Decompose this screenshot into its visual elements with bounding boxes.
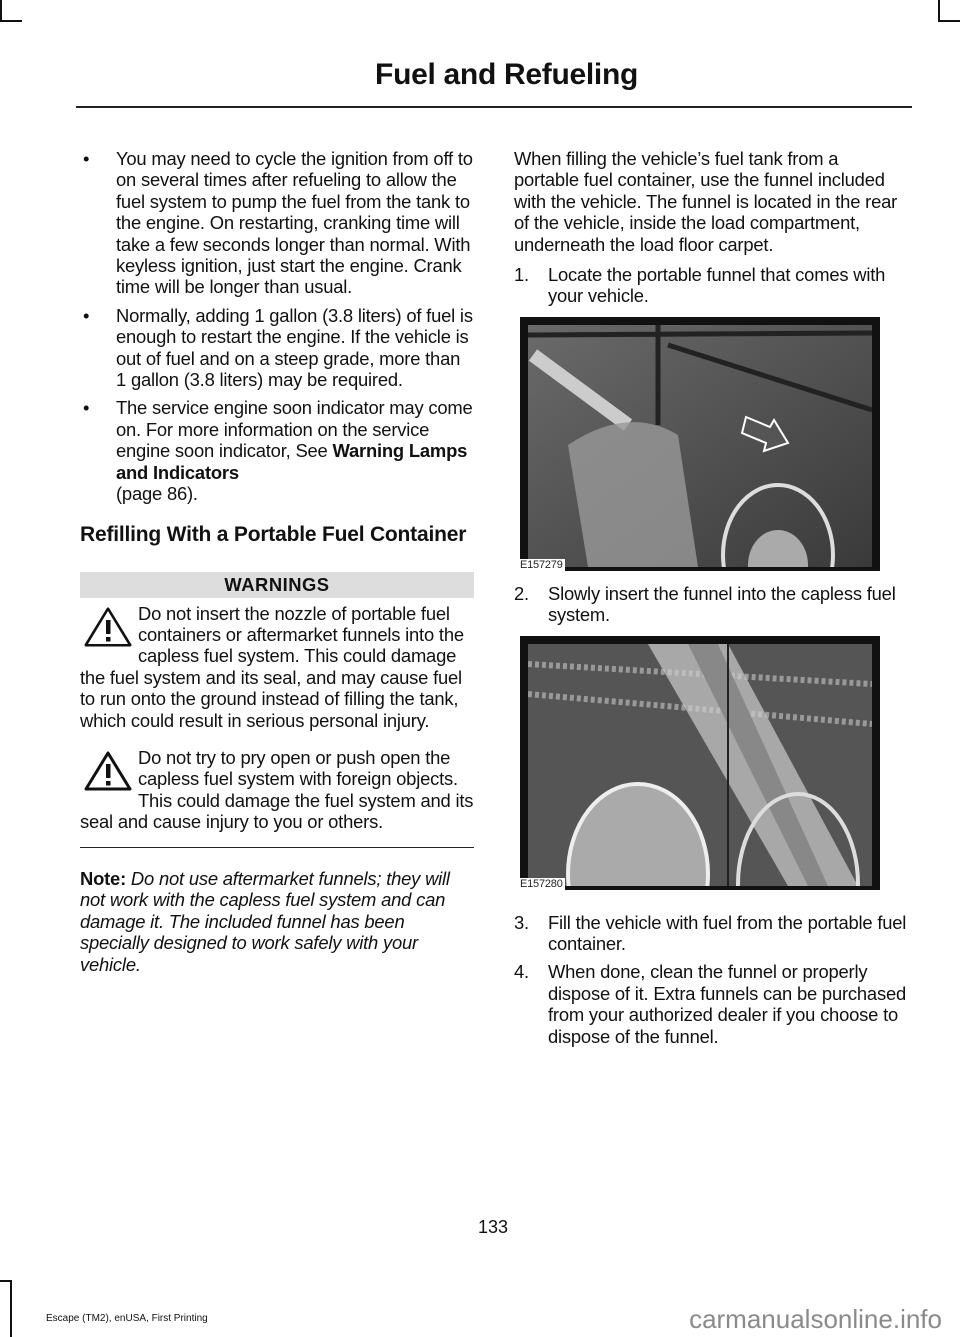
warning-triangle-icon	[82, 605, 134, 651]
crop-mark	[938, 0, 940, 22]
warning-item: Do not try to pry open or push open the capless fuel system with foreign objects. This could damage the fuel system and its seal and cause injury to you or others.	[80, 746, 474, 833]
step-item: 2. Slowly insert the funnel into the capless fuel system.	[514, 582, 896, 626]
funnel-location-illustration	[528, 325, 872, 567]
figure-id: E157280	[520, 877, 563, 890]
crop-mark	[938, 20, 960, 22]
bullet-item: • Normally, adding 1 gallon (3.8 liters) of fuel is enough to restart the engine. If the vehicle is out of fuel and on a steep grade, more than 1 gallon (3.8 liters) may be required.	[83, 304, 473, 391]
warning-item: Do not insert the nozzle of portable fuel containers or aftermarket funnels into the capless fuel system. This could damage the fuel system and its seal, and may cause fuel to run onto the ground instead of filling the tank, which could result in serious personal injury.	[80, 602, 464, 731]
warning-triangle-icon	[82, 749, 134, 795]
right-column	[514, 148, 908, 1054]
bullet-item: • The service engine soon indicator may come on. For more information on the service engine soon indicator, See Warning Lamps and Indicators (page 86).	[83, 397, 473, 505]
left-column	[80, 148, 474, 984]
warnings-header: WARNINGS	[80, 572, 474, 598]
crop-mark	[0, 1280, 12, 1282]
crop-mark	[10, 1280, 12, 1337]
funnel-insert-illustration	[528, 644, 872, 886]
crop-mark	[0, 0, 2, 22]
warnings-divider	[80, 847, 474, 849]
edition-footer: Escape (TM2), enUSA, First Printing	[46, 1313, 208, 1324]
watermark: carmanualsonline.info	[689, 1304, 942, 1334]
step-item: 4. When done, clean the funnel or properly dispose of it. Extra funnels can be purchased from your authorized dealer if you choose to dispose of the funnel.	[514, 961, 907, 1047]
crop-mark	[0, 20, 22, 22]
section-heading: Refilling With a Portable Fuel Container	[80, 522, 467, 546]
step-item: 3. Fill the vehicle with fuel from the portable fuel container.	[514, 911, 907, 955]
bullet-item: • You may need to cycle the ignition from off to on several times after refueling to allow the fuel system to pump the fuel from the tank to the engine. On restarting, cranking time will take a few seconds longer than normal. With keyless ignition, just start the engine. Crank time will be longer than usual.	[83, 148, 473, 298]
cross-reference-link[interactable]: Warning Lamps and Indicators	[116, 440, 468, 483]
figure-funnel-location	[520, 317, 880, 571]
intro-paragraph: When filling the vehicle’s fuel tank from a portable fuel container, use the funnel included with the vehicle. The funnel is located in the rear of the vehicle, inside the load compartment, underneath the load floor carpet.	[514, 148, 898, 255]
note: Note: Do not use aftermarket funnels; they will not work with the capless fuel system and can damage it. The included funnel has been specially designed to work safely with your vehicle.	[80, 868, 450, 975]
header-divider	[76, 106, 912, 108]
page-title: Fuel and Refueling	[375, 58, 638, 91]
step-item: 1. Locate the portable funnel that comes with your vehicle.	[514, 264, 886, 307]
figure-id: E157279	[520, 558, 563, 571]
figure-funnel-insert	[520, 636, 880, 890]
page-number: 133	[477, 1217, 509, 1237]
